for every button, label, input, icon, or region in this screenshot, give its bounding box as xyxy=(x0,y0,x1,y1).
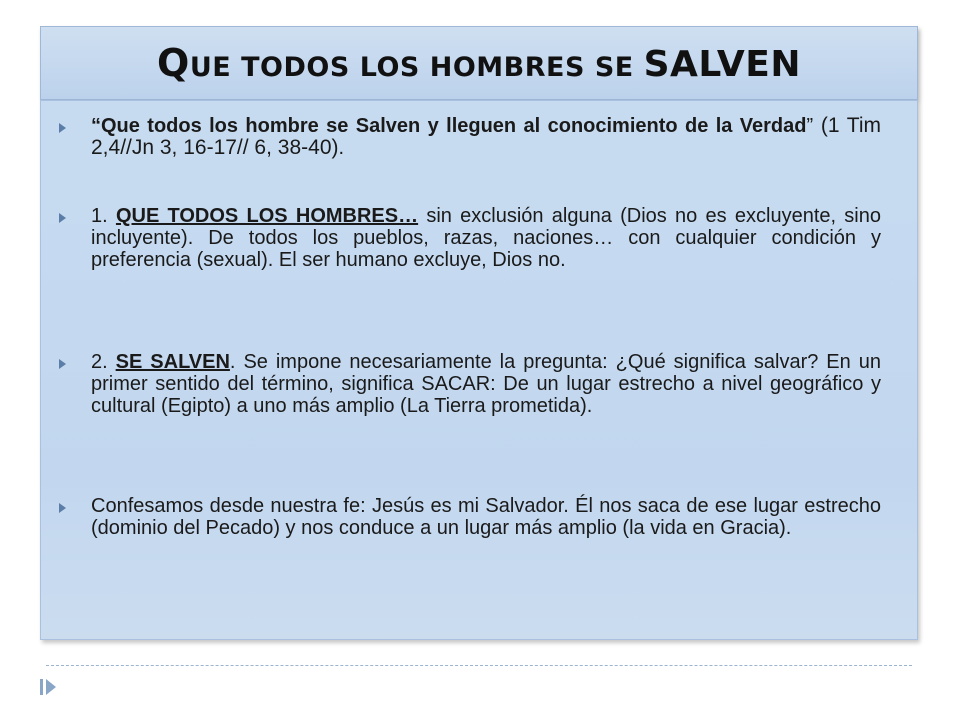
bullet-2-number: 1. xyxy=(91,205,116,227)
bullet-text-3 xyxy=(91,351,881,417)
title-small-caps-1: UE xyxy=(189,52,232,83)
bullet-item-3 xyxy=(59,351,881,417)
footer-arrow-icon xyxy=(46,679,56,695)
bullet-2-heading: QUE TODOS LOS HOMBRES… xyxy=(115,205,419,227)
bullet-1-quote: “Que todos los hombre se Salven y lleguen al conocimiento de la Verdad xyxy=(91,115,807,137)
bullet-3-heading: SE SALVEN xyxy=(115,351,230,373)
bullet-4-body: Confesamos desde nuestra fe: Jesús es mi Salvador. Él nos saca de ese lugar estrecho (dominio del Pecado) y nos conduce a un lugar más amplio (la vida en Gracia). xyxy=(91,495,881,539)
bullet-text-2 xyxy=(91,205,881,271)
footer-divider xyxy=(46,665,912,666)
content-box xyxy=(40,100,918,640)
footer-bar xyxy=(40,679,43,695)
bullet-item-2 xyxy=(59,205,881,271)
bullet-item-4 xyxy=(59,495,881,539)
bullet-3-body: . Se impone necesariamente la pregunta: ¿Qué significa salvar? En un primer sentido del término, significa SACAR: De un lugar estrecho a nivel geográfico y cultural (Egipto) a uno más amplio (La Tierra prometida). xyxy=(91,351,881,417)
bullet-arrow-icon xyxy=(59,205,91,226)
bullet-2-body: sin exclusión alguna (Dios no es excluyente, sino incluyente). De todos los pueblos, razas, naciones… con cualquier condición y preferencia (sexual). El ser humano excluye, Dios no. xyxy=(91,205,881,271)
slide-title-box xyxy=(40,26,918,100)
bullet-item-1 xyxy=(59,115,881,159)
bullet-1-reference: (1 Tim 2,4//Jn 3, 16-17// 6, 38-40) xyxy=(91,114,882,159)
bullet-arrow-icon xyxy=(59,495,91,516)
title-initial: Q xyxy=(157,41,190,85)
title-small-caps-2: TODOS LOS HOMBRES SE xyxy=(231,52,644,83)
bullet-arrow-icon xyxy=(59,351,91,372)
bullet-arrow-icon xyxy=(59,115,91,136)
slide-title xyxy=(157,41,801,85)
title-salven: SALVEN xyxy=(643,44,801,85)
bullet-1-close-quote: ” xyxy=(806,115,814,137)
bullet-text-1 xyxy=(91,115,881,159)
bullet-1-end: . xyxy=(338,137,345,159)
bullet-3-number: 2. xyxy=(91,351,116,373)
bullet-text-4 xyxy=(91,495,881,539)
